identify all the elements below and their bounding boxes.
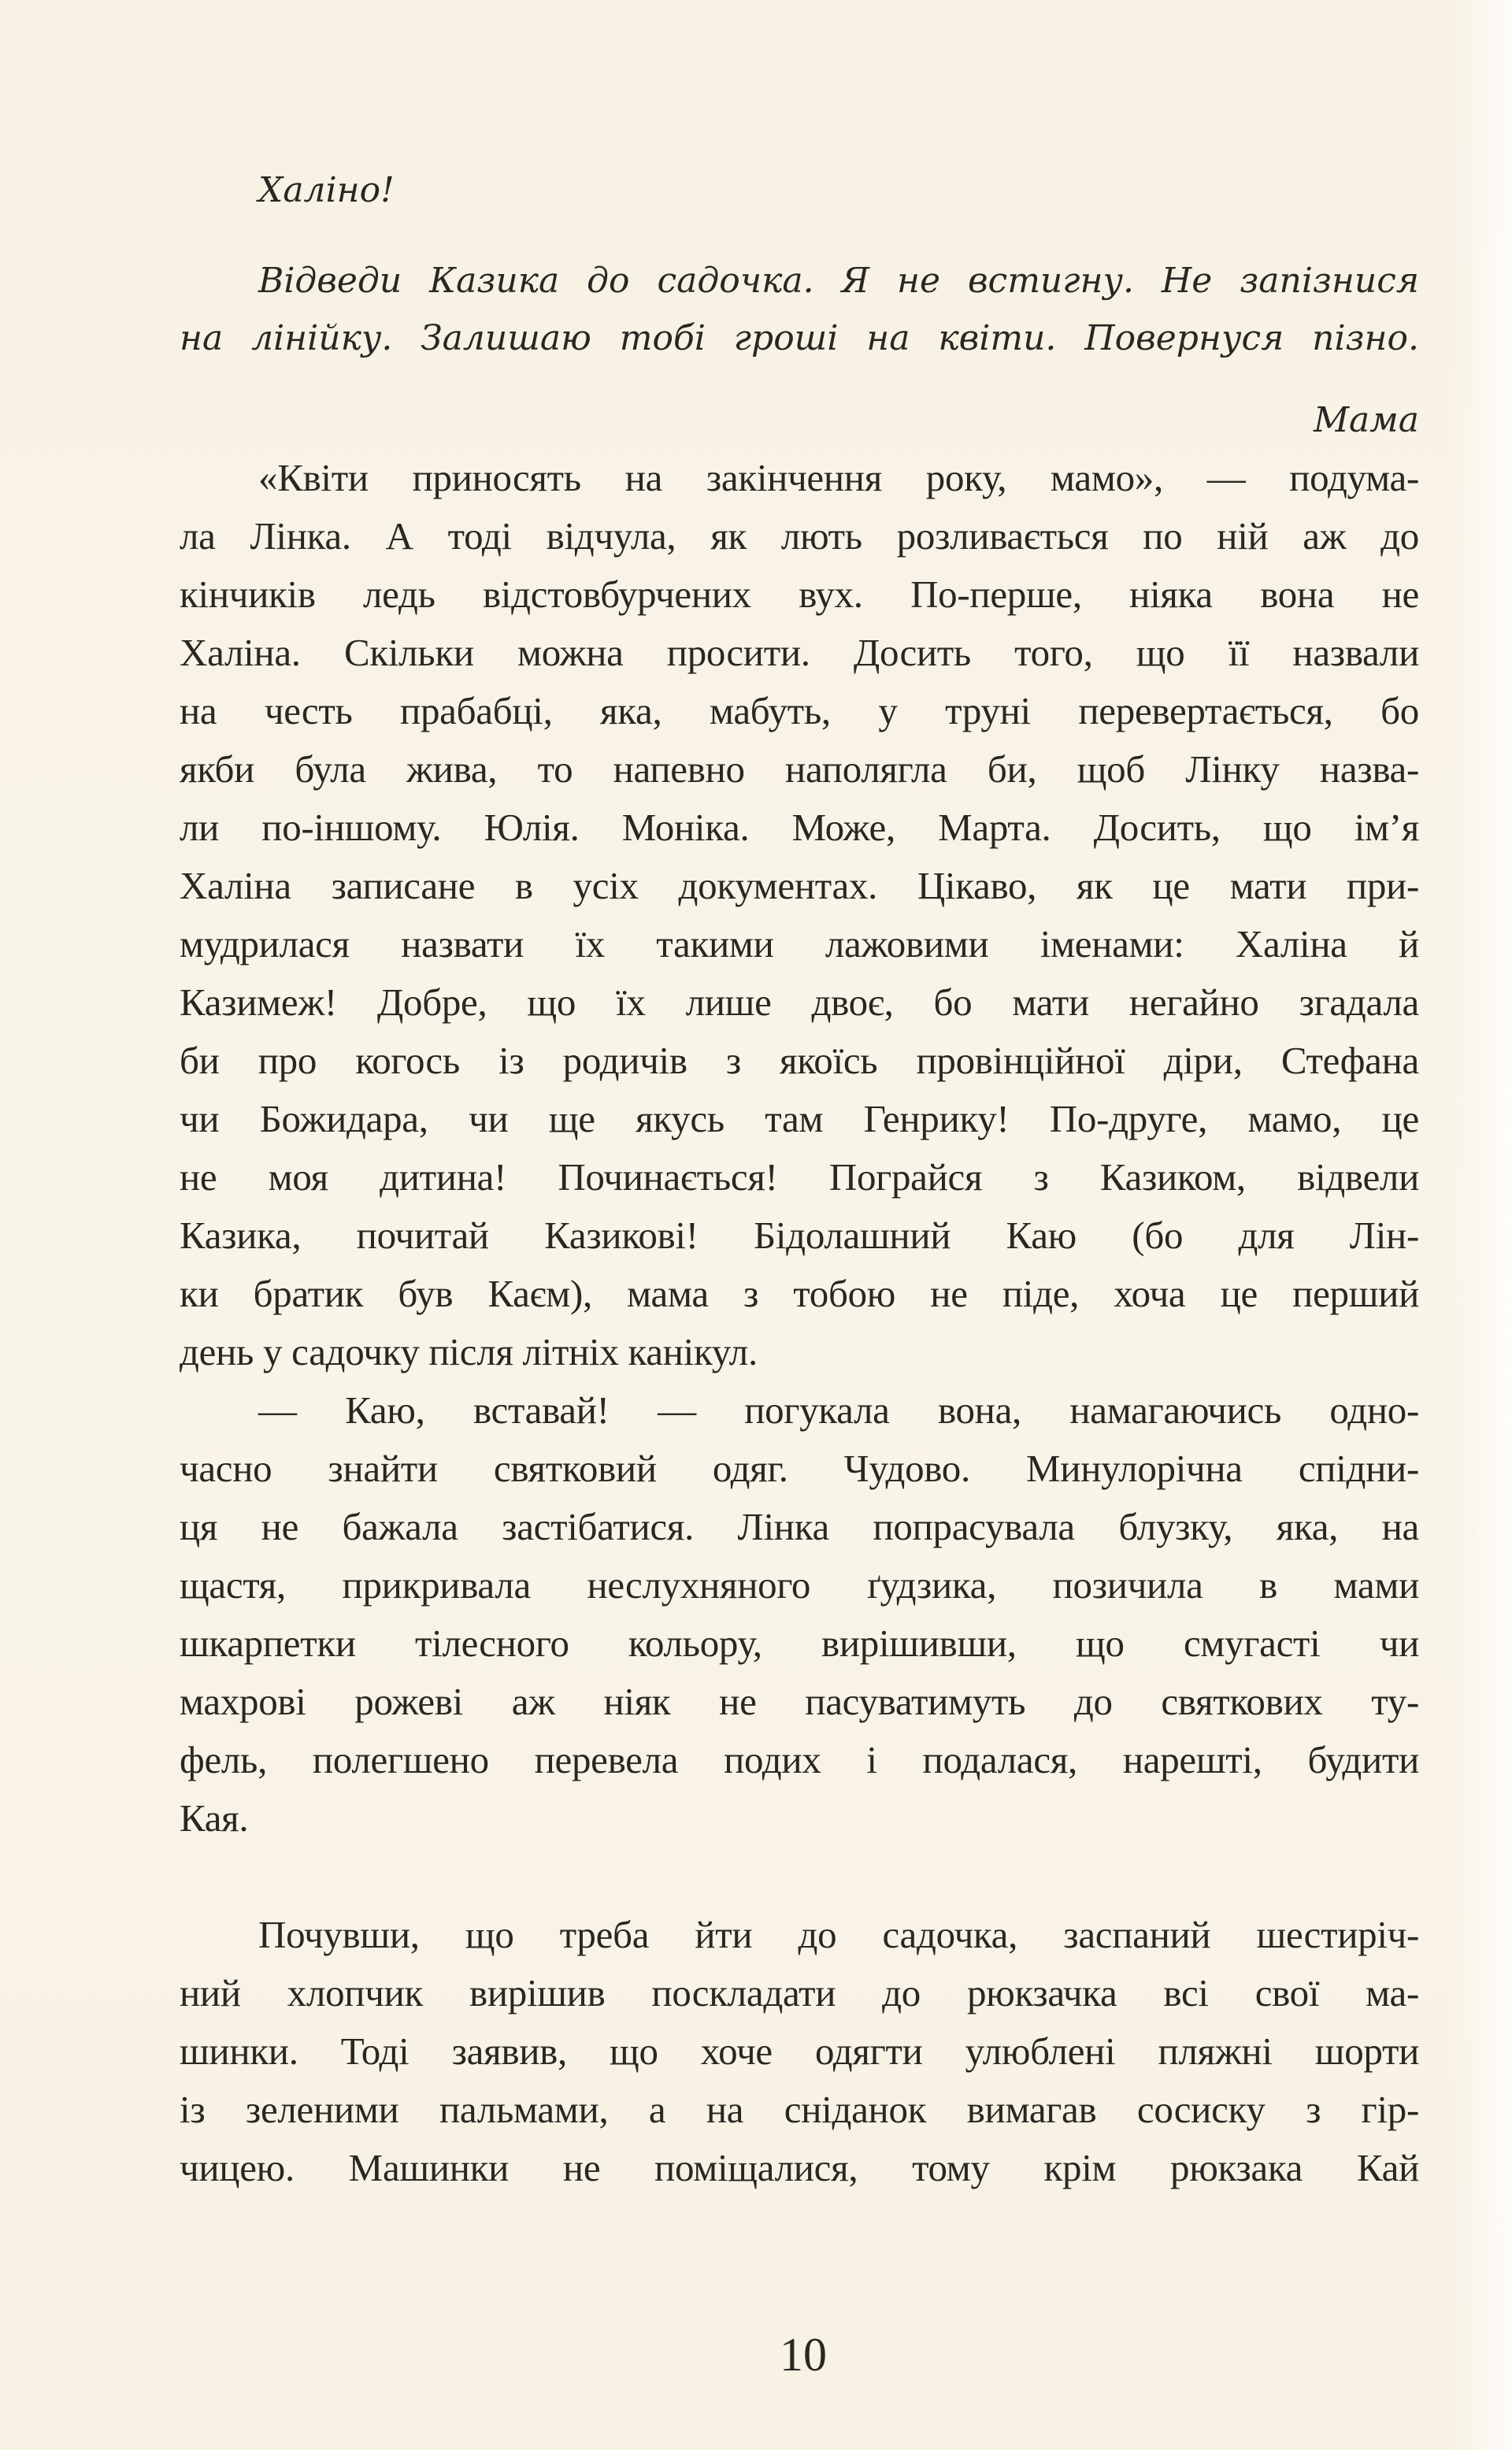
text-line: із зеленими пальмами, а на сніданок вимагав сосиску з гір- (180, 2088, 1419, 2131)
text-line: Халіна записане в усіх документах. Цікаво, як це мати при- (180, 864, 1419, 907)
text-line: не моя дитина! Починається! Пограйся з Казиком, відвели (180, 1155, 1419, 1199)
text-line: Кая. (180, 1796, 249, 1840)
text-line: Почувши, що треба йти до садочка, заспаний шестиріч- (258, 1913, 1419, 1956)
note-signature: Мама (1314, 400, 1419, 440)
text-line: чи Божидара, чи ще якусь там Генрику! По-друге, мамо, це (180, 1097, 1419, 1140)
note-line: на лінійку. Залишаю тобі гроші на квіти. Повернуся пізно. (180, 318, 1419, 358)
text-line: «Квіти приносять на закінчення року, мамо», — подума- (258, 456, 1419, 499)
text-line: ли по-іншому. Юлія. Моніка. Може, Марта. Досить, що ім’я (180, 806, 1419, 849)
text-line: на честь прабабці, яка, мабуть, у труні перевертається, бо (180, 689, 1419, 732)
text-line: би про когось із родичів з якоїсь провінційної діри, Стефана (180, 1039, 1419, 1082)
text-line: шкарпетки тілесного кольору, вирішивши, що смугасті чи (180, 1622, 1419, 1665)
text-line: мудрилася назвати їх такими лажовими іменами: Халіна й (180, 922, 1419, 966)
text-line: якби була жива, то напевно наполягла би, щоб Лінку назва- (180, 747, 1419, 791)
text-line: ний хлопчик вирішив поскладати до рюкзачка всі свої ма- (180, 1971, 1419, 2014)
page-number: 10 (780, 2329, 827, 2381)
text-line: махрові рожеві аж ніяк не пасуватимуть до святкових ту- (180, 1680, 1419, 1723)
text-line: ки братик був Каєм), мама з тобою не піде, хоча це перший (180, 1272, 1419, 1315)
text-line: ла Лінка. А тоді відчула, як лють розливається по ній аж до (180, 514, 1419, 558)
note-salutation: Халіно! (258, 170, 395, 210)
text-line: Халіна. Скільки можна просити. Досить того, що її назвали (180, 631, 1419, 674)
note-line: Відведи Казика до садочка. Я не встигну. Не запізнися (258, 261, 1419, 301)
text-line: фель, полегшено перевела подих і подалася, нарешті, будити (180, 1738, 1419, 1781)
text-line: щастя, прикривала неслухняного ґудзика, позичила в мами (180, 1563, 1419, 1607)
text-line: Казика, почитай Казикові! Бідолашний Каю (бо для Лін- (180, 1214, 1419, 1257)
text-line: чицею. Машинки не поміщалися, тому крім рюкзака Кай (180, 2146, 1419, 2189)
text-line: день у садочку після літніх канікул. (180, 1330, 758, 1373)
text-line: шинки. Тоді заявив, що хоче одягти улюблені пляжні шорти (180, 2029, 1419, 2073)
text-line: — Каю, вставай! — погукала вона, намагаючись одно- (258, 1388, 1419, 1432)
text-line: ця не бажала застібатися. Лінка попрасувала блузку, яка, на (180, 1505, 1419, 1548)
text-line: часно знайти святковий одяг. Чудово. Минулорічна спідни- (180, 1447, 1419, 1490)
text-line: Казимеж! Добре, що їх лише двоє, бо мати негайно згадала (180, 980, 1419, 1024)
text-line: кінчиків ледь відстовбурчених вух. По-перше, ніяка вона не (180, 573, 1419, 616)
